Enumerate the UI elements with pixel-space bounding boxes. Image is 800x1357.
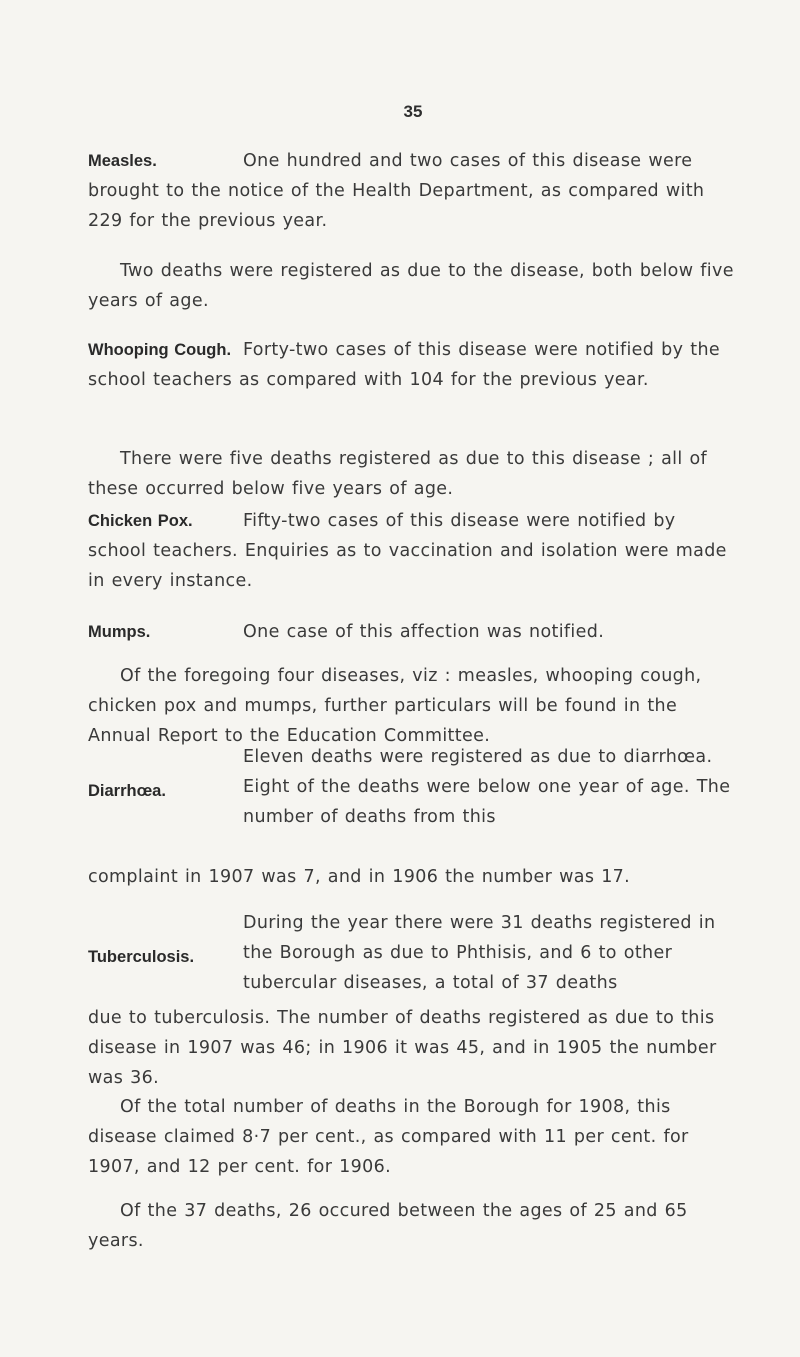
diarrhoea-text-lower: complaint in 1907 was 7, and in 1906 the number was 17.: [88, 867, 631, 887]
chicken-pox-paragraph: [88, 506, 740, 596]
whooping-cough-deaths-paragraph: There were five deaths registered as due to this disease ; all of these occurred below five years of age.: [88, 449, 708, 499]
measles-heading: Measles.: [88, 152, 157, 170]
measles-text: One hundred and two cases of this disease were brought to the notice of the Health Department, as compared with 229 for the previous year.: [88, 151, 705, 231]
tuberculosis-heading: Tuberculosis.: [88, 948, 195, 966]
mumps-text: One case of this affection was notified.: [243, 622, 605, 642]
diarrhoea-heading: Diarrhœa.: [88, 782, 166, 800]
whooping-cough-paragraph: [88, 335, 740, 395]
mumps-paragraph: [88, 617, 740, 647]
whooping-cough-heading: Whooping Cough.: [88, 341, 232, 359]
measles-deaths-paragraph: Two deaths were registered as due to the disease, both below five years of age.: [88, 261, 734, 311]
foregoing-diseases-paragraph: Of the foregoing four diseases, viz : measles, whooping cough, chicken pox and mumps, further particulars will be found in the Annual Report to the Education Committee.: [88, 666, 702, 746]
tuberculosis-percent-paragraph: Of the total number of deaths in the Borough for 1908, this disease claimed 8·7 per cent., as compared with 11 per cent. for 1907, and 12 per cent. for 1906.: [88, 1097, 689, 1177]
page-number: 35: [403, 102, 423, 121]
chicken-pox-heading: Chicken Pox.: [88, 512, 193, 530]
diarrhoea-text-upper: Eleven deaths were registered as due to diarrhœa. Eight of the deaths were below one year of age. The number of deaths from this: [243, 747, 731, 827]
tuberculosis-ages-paragraph: Of the 37 deaths, 26 occured between the ages of 25 and 65 years.: [88, 1201, 688, 1251]
measles-paragraph: [88, 146, 740, 236]
tuberculosis-text-upper: During the year there were 31 deaths registered in the Borough as due to Phthisis, and 6 to other tubercular diseases, a total of 37 deaths: [243, 913, 716, 993]
tuberculosis-text-lower: due to tuberculosis. The number of deaths registered as due to this disease in 1907 was 46; in 1906 it was 45, and in 1905 the number was 36.: [88, 1008, 717, 1088]
mumps-heading: Mumps.: [88, 623, 151, 641]
whooping-cough-text: Forty-two cases of this disease were notified by the school teachers as compared with 104 for the previous year.: [88, 340, 721, 390]
chicken-pox-text: Fifty-two cases of this disease were notified by school teachers. Enquiries as to vaccination and isolation were made in every instance.: [88, 511, 727, 591]
